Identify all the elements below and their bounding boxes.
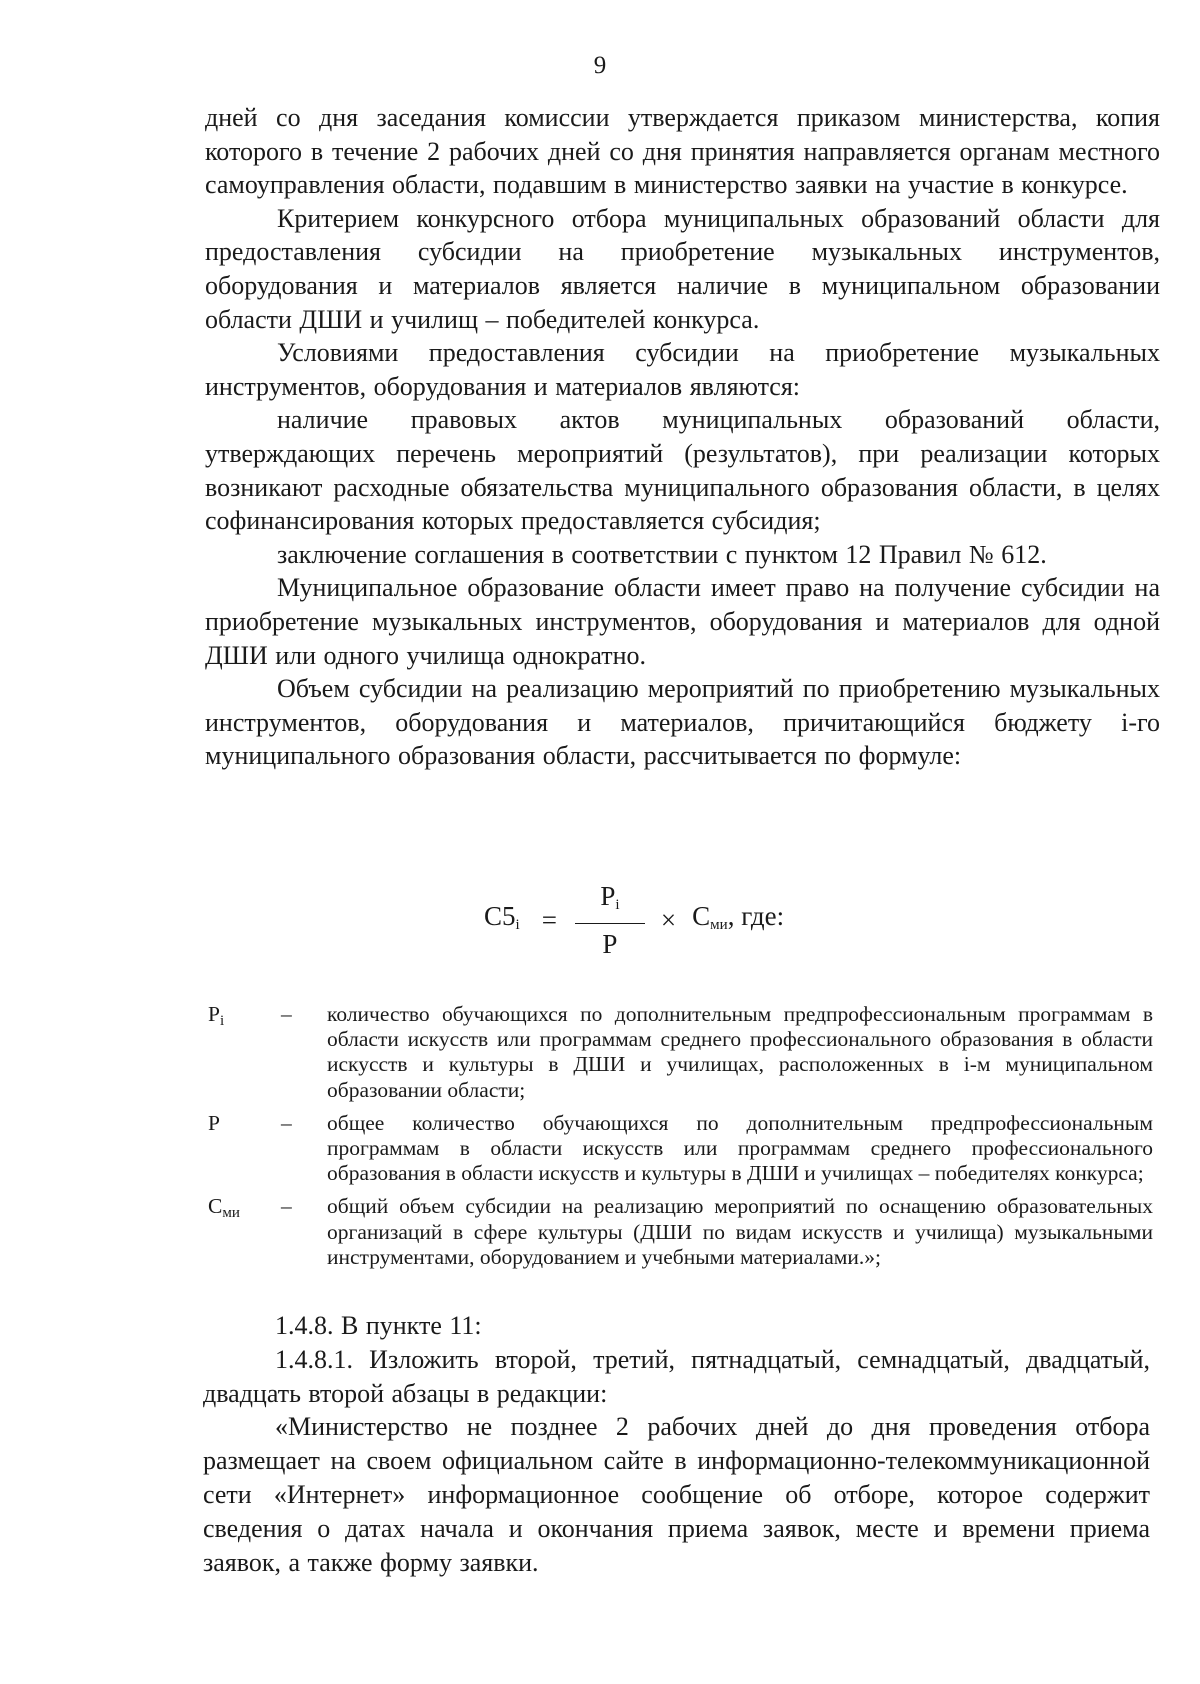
paragraph-right: Муниципальное образование области имеет право на получение субсидии на приобретение музыкальных инструментов, оборудования и материалов для одной ДШИ или одного училища однократно.	[205, 573, 1160, 670]
paragraph-agreement: заключение соглашения в соответствии с пунктом 12 Правил № 612.	[277, 539, 1047, 569]
definition-text: общий объем субсидии на реализацию мероприятий по оснащению образовательных организаций в сфере культуры (ДШИ по видам искусств и училища) музыкальными инструментами, оборудованием и учебными материалами.»;	[327, 1194, 1153, 1269]
formula-factor: $С_{ми}$, где:	[692, 900, 785, 933]
paragraph-conditions: Условиями предоставления субсидии на приобретение музыкальных инструментов, оборудования и материалов являются:	[205, 338, 1160, 401]
formula-times: ×	[660, 905, 677, 935]
formula-definitions	[208, 1002, 1153, 1278]
paragraph-criterion: Критерием конкурсного отбора муниципальных образований области для предоставления субсидии на приобретение музыкальных инструментов, оборудования и материалов является наличие в муниципальном образовании области ДШИ и училищ – победителей конкурса.	[205, 203, 1160, 334]
definition-text: количество обучающихся по дополнительным предпрофессиональным программам в области искусств или программам среднего профессионального образования в области искусств и культуры в ДШИ и училищах, расположенных в i-м муниципальном образовании области;	[327, 1002, 1153, 1102]
subsidy-formula	[484, 880, 784, 960]
paragraph-1-4-8-1: 1.4.8.1. Изложить второй, третий, пятнадцатый, семнадцатый, двадцатый, двадцать второй абзацы в редакции:	[203, 1344, 1150, 1408]
definition-dash: –	[281, 1002, 292, 1026]
definition-row	[208, 1111, 1153, 1187]
paragraph-volume: Объем субсидии на реализацию мероприятий по приобретению музыкальных инструментов, оборудования и материалов, причитающийся бюджету i-го муниципального образования области, рассчитывается по формуле:	[205, 674, 1160, 771]
definition-dash: –	[281, 1110, 292, 1135]
definition-text: общее количество обучающихся по дополнительным предпрофессиональным программам в области искусств или программам среднего профессионального образования в области искусств и культуры в ДШИ и училищах – победителях конкурса;	[327, 1110, 1153, 1186]
formula-numerator: $P_i$	[575, 880, 645, 924]
paragraph-legal-acts: наличие правовых актов муниципальных образований области, утверждающих перечень мероприятий (результатов), при реализации которых возникают расходные обязательства муниципального образования области, в целях софинансирования которых предоставляется субсидия;	[205, 405, 1160, 536]
formula-equals: =	[541, 905, 557, 935]
formula-lhs: $С5_i$	[484, 900, 520, 933]
paragraph-quote: «Министерство не позднее 2 рабочих дней до дня проведения отбора размещает на своем официальном сайте в информационно-телекоммуникационной сети «Интернет» информационное сообщение об отборе, которое содержит сведения о датах начала и окончания приема заявок, месте и времени приема заявок, а также форму заявки.	[203, 1412, 1150, 1577]
body-text-bottom	[203, 1309, 1150, 1579]
page-number: 9	[593, 52, 607, 79]
formula-denominator: P	[602, 929, 618, 959]
definition-dash: –	[281, 1194, 292, 1219]
body-text-top	[205, 101, 1160, 773]
definition-symbol: $P_i$	[208, 1002, 225, 1029]
formula-fraction	[575, 880, 645, 960]
definition-row	[208, 1194, 1153, 1270]
definition-symbol: P	[208, 1110, 220, 1135]
paragraph-1-4-8: 1.4.8. В пункте 11:	[275, 1311, 482, 1340]
definition-row	[208, 1002, 1153, 1103]
definition-symbol: $С_{ми}$	[208, 1194, 240, 1222]
paragraph-continuation: дней со дня заседания комиссии утверждается приказом министерства, копия которого в течение 2 рабочих дней со дня принятия направляется органам местного самоуправления области, подавшим в министерство заявки на участие в конкурсе.	[205, 103, 1160, 200]
